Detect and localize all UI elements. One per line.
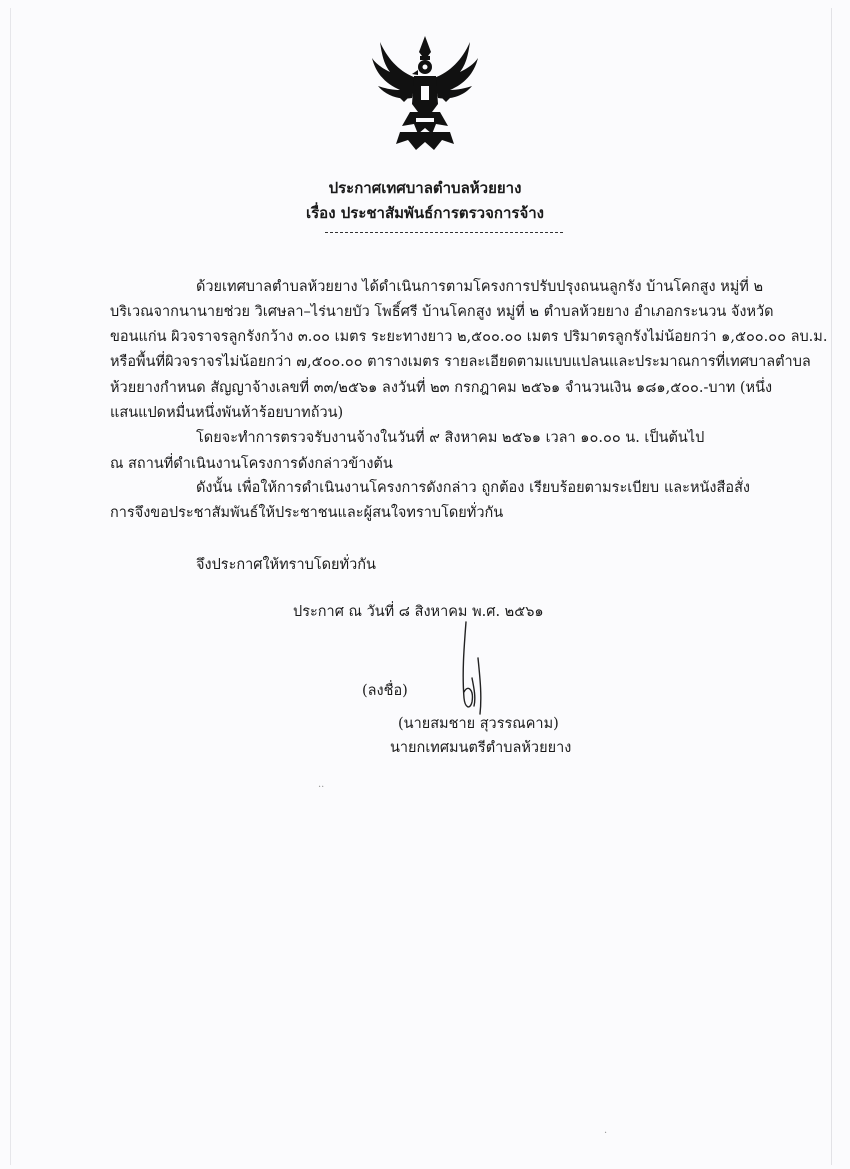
paragraph-1-line-2: บริเวณจากนานายช่วย วิเศษลา–ไร่นายบัว โพธิ์ศรี บ้านโคกสูง หมู่ที่ ๒ ตำบลห้วยยาง อำเภอกระนวน จังหวัด (110, 304, 774, 320)
signer-name: (นายสมชาย สุวรรณคาม) (398, 716, 559, 732)
scan-speck: · (604, 1128, 608, 1139)
paragraph-3-line-1: ดังนั้น เพื่อให้การดำเนินงานโครงการดังกล่าว ถูกต้อง เรียบร้อยตามระเบียบ และหนังสือสั่ง (196, 480, 750, 496)
signer-position: นายกเทศมนตรีตำบลห้วยยาง (390, 740, 572, 756)
paragraph-1-line-4: หรือพื้นที่ผิวจราจรไม่น้อยกว่า ๗,๕๐๐.๐๐ ตารางเมตร รายละเอียดตามแบบแปลนและประมาณการที่เทศบาลตำบล (110, 354, 811, 370)
paragraph-1-line-6: แสนแปดหมื่นหนึ่งพันห้าร้อยบาทถ้วน) (110, 405, 344, 421)
paragraph-2-line-2: ณ สถานที่ดำเนินงานโครงการดังกล่าวข้างต้น (110, 456, 393, 472)
paragraph-1-line-3: ขอนแก่น ผิวจราจรลูกรังกว้าง ๓.๐๐ เมตร ระยะทางยาว ๒,๕๐๐.๐๐ เมตร ปริมาตรลูกรังไม่น้อยกว่า ๑,๕๐๐.๐๐ ลบ.ม. (110, 329, 828, 345)
document-subject: เรื่อง ประชาสัมพันธ์การตรวจการจ้าง (306, 204, 544, 222)
garuda-emblem-icon (370, 34, 480, 152)
scan-speck: ·· (318, 782, 325, 793)
signed-label: (ลงชื่อ) (362, 683, 408, 699)
document-title: ประกาศเทศบาลตำบลห้วยยาง (328, 179, 522, 197)
heading-divider (325, 232, 563, 233)
announcement-date: ประกาศ ณ วันที่ ๘ สิงหาคม พ.ศ. ๒๕๖๑ (293, 604, 544, 620)
closing-statement: จึงประกาศให้ทราบโดยทั่วกัน (196, 557, 376, 573)
handwritten-signature (452, 618, 502, 718)
paragraph-2-line-1: โดยจะทำการตรวจรับงานจ้างในวันที่ ๙ สิงหาคม ๒๕๖๑ เวลา ๑๐.๐๐ น. เป็นต้นไป (196, 430, 705, 446)
paragraph-1-line-5: ห้วยยางกำหนด สัญญาจ้างเลขที่ ๓๓/๒๕๖๑ ลงวันที่ ๒๓ กรกฎาคม ๒๕๖๑ จำนวนเงิน ๑๘๑,๕๐๐.-บาท (หนึ่ง (110, 380, 773, 396)
paragraph-3-line-2: การจึงขอประชาสัมพันธ์ให้ประชาชนและผู้สนใจทราบโดยทั่วกัน (110, 505, 504, 521)
paragraph-1-line-1: ด้วยเทศบาลตำบลห้วยยาง ได้ดำเนินการตามโครงการปรับปรุงถนนลูกรัง บ้านโคกสูง หมู่ที่ ๒ (196, 279, 764, 295)
